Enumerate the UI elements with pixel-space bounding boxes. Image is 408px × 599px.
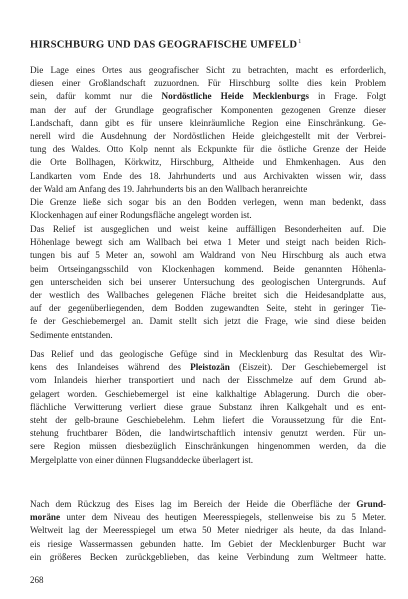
- paragraph-line: steht der gelb-braune Geschiebelehm. Lehm liefert die Voraussetzung für die Ent-: [30, 415, 386, 426]
- paragraph-line: Mergelplatte von einer dünnen Flugsanddecke überlagert ist.: [30, 454, 254, 465]
- paragraph-line: stehung fruchtbarer Böden, die landwirtschaftlich intensiv genutzt werden. Für un-: [30, 428, 386, 439]
- paragraph-1: [30, 64, 386, 222]
- paragraph-line: man der auf der Grundlage geografischer Komponenten gezogenen Grenze dieser: [30, 104, 386, 115]
- line-text: sein, dafür kommt nur die: [30, 91, 162, 102]
- paragraph-line: eis riesige Wassermassen gebunden hatte. Im Gebiet der Mecklenburger Bucht war: [30, 538, 386, 549]
- line-text: kens des Inlandeises während des: [30, 362, 191, 373]
- paragraph-line: Weltweit lag der Meeresspiegel um etwa 50 Meter niedriger als heute, da das Inland-: [30, 525, 386, 536]
- bold-term-grundmoraene: Grund-: [356, 499, 386, 509]
- footnote-marker: 1: [298, 39, 302, 45]
- bold-term-pleistozaen: Pleistozän: [190, 362, 230, 373]
- paragraph-line: vom Inlandeis hierher transportiert und nach der Eisschmelze auf dem Grund ab-: [30, 375, 386, 386]
- chapter-heading-text: HIRSCHBURG UND DAS GEOGRAFISCHE UMFELD: [30, 39, 298, 51]
- line-text: in Frage. Folgt: [308, 91, 387, 102]
- paragraph-line: auf der gegenüberliegenden, dem Bodden zugewandten Seite, steht in geringer Tie-: [30, 303, 386, 314]
- paragraph-line: Landkarten vom Ende des 18. Jahrhunderts und aus Archivakten wissen wir, dass: [30, 170, 386, 181]
- line-text: unter dem Niveau des heutigen Meeresspiegels, stellenweise bis zu 5 Meter.: [60, 512, 386, 523]
- paragraph-line: Sedimente entstanden.: [30, 329, 113, 340]
- paragraph-line: diesen einer Großlandschaft zuzuordnen. Für Hirschburg sollte dies kein Problem: [30, 78, 386, 89]
- paragraph-line: [30, 361, 386, 374]
- paragraph-4: [30, 498, 386, 564]
- paragraph-line: der Wald am Anfang des 19. Jahrhunderts bis an den Wallbach heranreichte: [30, 183, 308, 194]
- paragraph-line: der westlich des Wallbaches gelegenen Fläche breitet sich die Heidesandplatte aus,: [30, 290, 386, 301]
- paragraph-line: Landschaft, dann gibt es für unsere kleinräumliche Region eine Einschränkung. Ge-: [30, 117, 386, 128]
- paragraph-line: Höhenlage bewegt sich am Wallbach bei etwa 1 Meter und steigt nach beiden Rich-: [30, 237, 386, 248]
- paragraph-line: Das Relief ist ausgeglichen und weist keine auffälligen Besonderheiten auf. Die: [30, 224, 386, 234]
- paragraph-line: Das Relief und das geologische Gefüge sind in Mecklenburg das Resultat des Wir-: [30, 349, 386, 359]
- page-number: 268: [30, 575, 44, 585]
- chapter-heading: [30, 39, 390, 51]
- paragraph-line: tung des Waldes. Otto Kolp nennt als Eckpunkte für die östliche Grenze der Heide: [30, 144, 386, 155]
- line-text: (Eiszeit). Der Geschiebemergel ist: [229, 362, 386, 373]
- paragraph-line: tungen bis auf 5 Meter an, sowohl am Waldrand von Neu Hirschburg als auch etwa: [30, 250, 386, 261]
- paragraph-line: ein größeres Becken zurückgeblieben, das keine Verbindung zum Weltmeer hatte.: [30, 551, 386, 562]
- paragraph-2: [30, 223, 386, 342]
- paragraph-line: Die Grenze ließe sich sogar bis an den Bodden verlegen, wenn man bedenkt, dass: [30, 197, 386, 208]
- paragraph-line: Klockenhagen auf einer Rodungsfläche angelegt worden ist.: [30, 210, 252, 221]
- paragraph-line: gelagert worden. Geschiebemergel ist eine kalkhaltige Ablagerung. Durch die ober-: [30, 388, 386, 399]
- paragraph-line: fe der Geschiebemergel an. Damit stellt sich jetzt die Frage, wie sind diese beiden: [30, 316, 386, 327]
- paragraph-line: [30, 90, 386, 103]
- paragraph-line: [30, 511, 386, 524]
- paragraph-line: beim Ortseingangsschild von Klockenhagen kommend. Beide genannten Höhenla-: [30, 263, 386, 274]
- line-text: Nach dem Rückzug des Eises lag im Bereich der Heide die Oberfläche der: [30, 499, 357, 509]
- paragraph-line: Die Lage eines Ortes aus geografischer Sicht zu betrachten, macht es erforderlich,: [30, 65, 386, 75]
- paragraph-line: sere Region müssen diesbezüglich Einschränkungen hingenommen werden, da die: [30, 441, 386, 452]
- paragraph-line: [30, 498, 386, 511]
- paragraph-line: gen unterscheiden sich bei unserer Untersuchung des geologischen Untergrunds. Auf: [30, 276, 386, 287]
- bold-term-grundmoraene-cont: moräne: [30, 512, 61, 523]
- paragraph-line: flächliche Verwitterung verliert diese graue Substanz ihren Kalkgehalt und es ent-: [30, 401, 386, 412]
- paragraph-line: nerell wird die Ausdehnung der Nordöstlichen Heide gleichgestellt mit der Verbrei-: [30, 131, 386, 142]
- paragraph-3: [30, 348, 386, 467]
- paragraph-line: die Orte Bollhagen, Körkwitz, Hirschburg, Altheide und Ehmkenhagen. Aus den: [30, 157, 386, 168]
- bold-term-nordoestliche-heide: Nordöstliche Heide Mecklenburgs: [161, 91, 309, 102]
